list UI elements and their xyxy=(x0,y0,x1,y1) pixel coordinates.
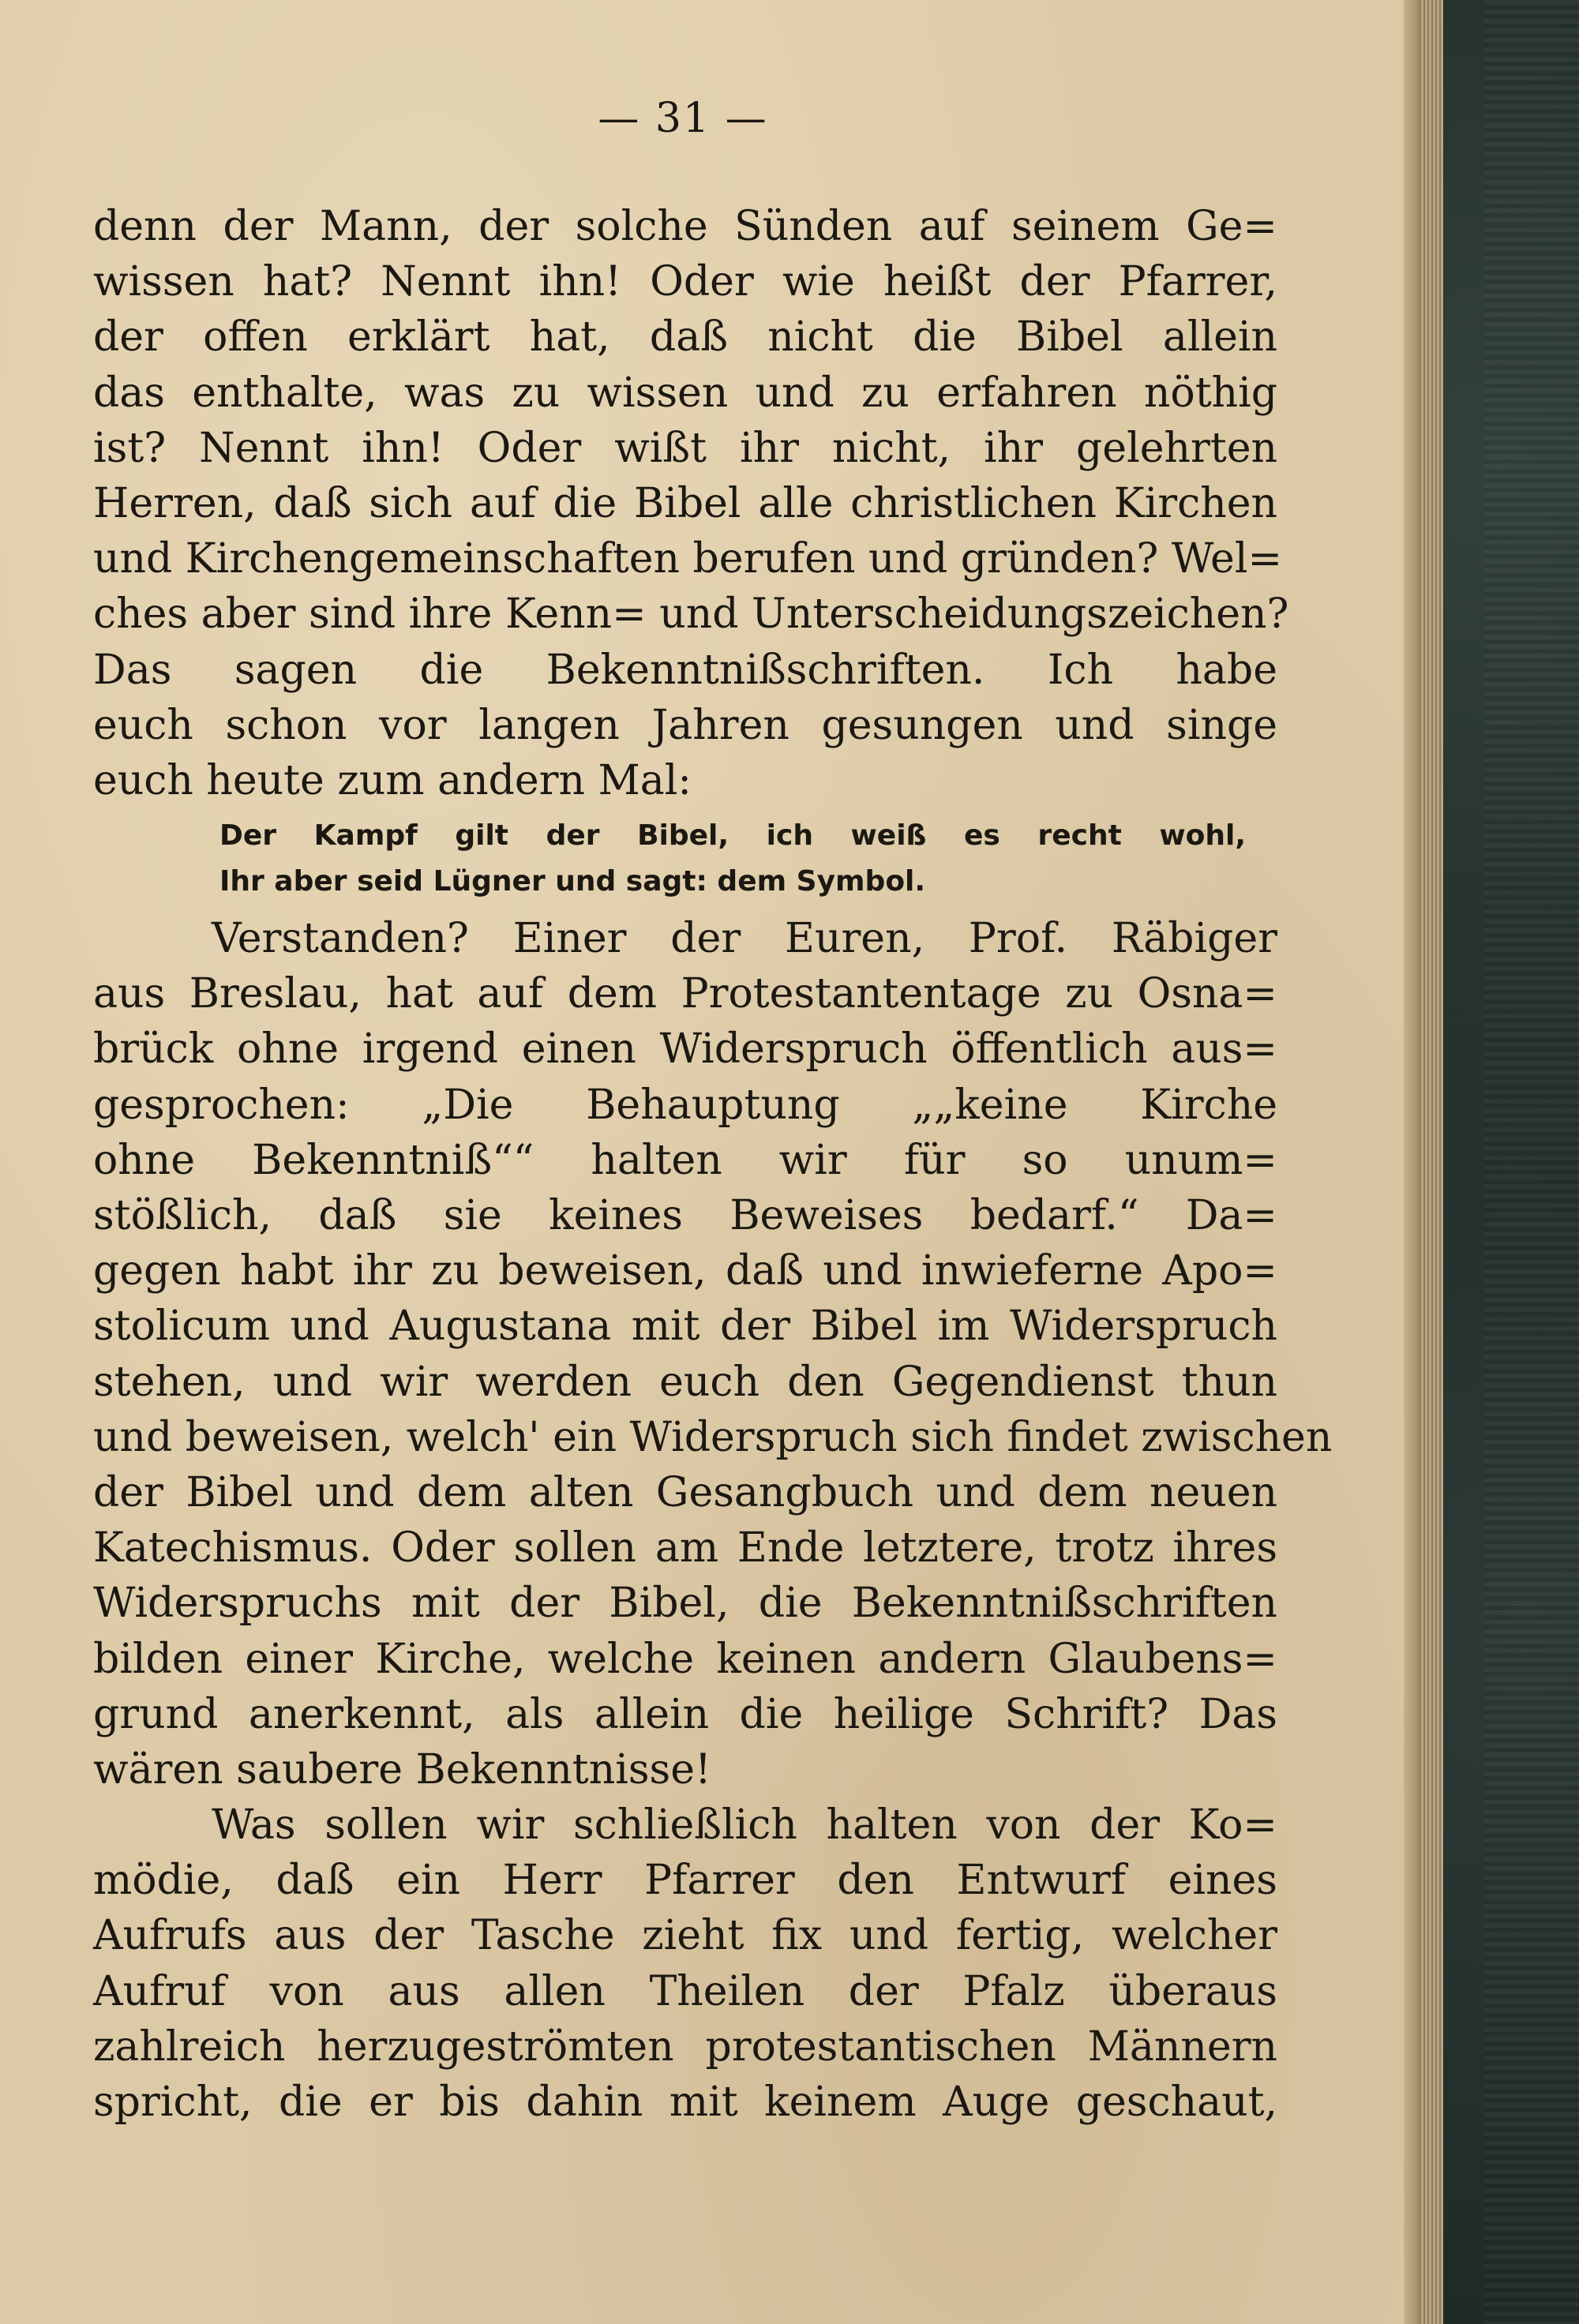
text-line: und beweisen, welch' ein Widerspruch sich findet zwischen xyxy=(93,1413,1333,1461)
text-line: und Kirchengemeinschaften berufen und gründen? Wel= xyxy=(93,535,1283,583)
text-line: bilden einer Kirche, welche keinen andern Glaubens= xyxy=(93,1635,1277,1683)
body-text xyxy=(93,199,1333,2130)
text-line: stößlich, daß sie keines Beweises bedarf.“ Da= xyxy=(93,1192,1277,1239)
text-line: Katechismus. Oder sollen am Ende letztere, trotz ihres xyxy=(93,1524,1277,1572)
text-line: stolicum und Augustana mit der Bibel im Widerspruch xyxy=(93,1303,1277,1351)
text-line: der Bibel und dem alten Gesangbuch und dem neuen xyxy=(93,1468,1277,1516)
text-line: ches aber sind ihre Kenn= und Unterscheidungszeichen? xyxy=(93,590,1289,639)
text-line: aus Breslau, hat auf dem Protestantentage zu Osna= xyxy=(93,970,1277,1018)
text-line: Aufrufs aus der Tasche zieht fix und fertig, welcher xyxy=(93,1912,1277,1960)
text-line: gesprochen: „Die Behauptung „„keine Kirche xyxy=(93,1081,1277,1129)
paragraph-2 xyxy=(93,911,1333,1797)
text-line: das enthalte, was zu wissen und zu erfahren nöthig xyxy=(93,369,1277,417)
text-line: wissen hat? Nennt ihn! Oder wie heißt der Pfarrer, xyxy=(93,258,1277,306)
text-line: grund anerkennt, als allein die heilige Schrift? Das xyxy=(93,1690,1277,1738)
text-line: ist? Nennt ihn! Oder wißt ihr nicht, ihr gelehrten xyxy=(93,424,1277,472)
text-line: wären saubere Bekenntnisse! xyxy=(93,1745,711,1794)
text-line: Widerspruchs mit der Bibel, die Bekenntnißschriften xyxy=(93,1580,1277,1628)
text-line: spricht, die er bis dahin mit keinem Auge geschaut, xyxy=(93,2078,1277,2126)
verse-quote xyxy=(93,813,1277,905)
text-line: zahlreich herzugeströmten protestantischen Männern xyxy=(93,2022,1277,2071)
text-line: Das sagen die Bekenntnißschriften. Ich habe xyxy=(93,646,1277,694)
text-line: Verstanden? Einer der Euren, Prof. Räbiger xyxy=(212,915,1277,963)
text-line: Was sollen wir schließlich halten von der Ko= xyxy=(212,1801,1277,1850)
book-cover-texture xyxy=(1484,0,1579,2324)
verse-line: Ihr aber seid Lügner und sagt: dem Symbol. xyxy=(219,865,926,898)
paragraph-3 xyxy=(93,1797,1277,2130)
text-line: Aufruf von aus allen Theilen der Pfalz überaus xyxy=(93,1967,1277,2015)
text-line: der offen erklärt hat, daß nicht die Bibel allein xyxy=(93,313,1277,362)
text-line: euch heute zum andern Mal: xyxy=(93,756,692,804)
text-line: denn der Mann, der solche Sünden auf seinem Ge= xyxy=(93,203,1277,250)
text-line: euch schon vor langen Jahren gesungen und singe xyxy=(93,701,1277,749)
text-line: mödie, daß ein Herr Pfarrer den Entwurf eines xyxy=(93,1857,1277,1905)
text-line: Herren, daß sich auf die Bibel alle christlichen Kirchen xyxy=(93,479,1277,527)
page-number: — 31 — xyxy=(598,95,768,142)
page-stack-edge xyxy=(1421,0,1445,2324)
verse-line: Der Kampf gilt der Bibel, ich weiß es recht wohl, xyxy=(219,819,1246,853)
paragraph-1 xyxy=(93,199,1289,808)
text-line: ohne Bekenntniß““ halten wir für so unum= xyxy=(93,1136,1277,1184)
text-line: brück ohne irgend einen Widerspruch öffentlich aus= xyxy=(93,1025,1277,1074)
text-line: stehen, und wir werden euch den Gegendienst thun xyxy=(93,1358,1277,1406)
text-line: gegen habt ihr zu beweisen, daß und inwieferne Apo= xyxy=(93,1247,1277,1295)
